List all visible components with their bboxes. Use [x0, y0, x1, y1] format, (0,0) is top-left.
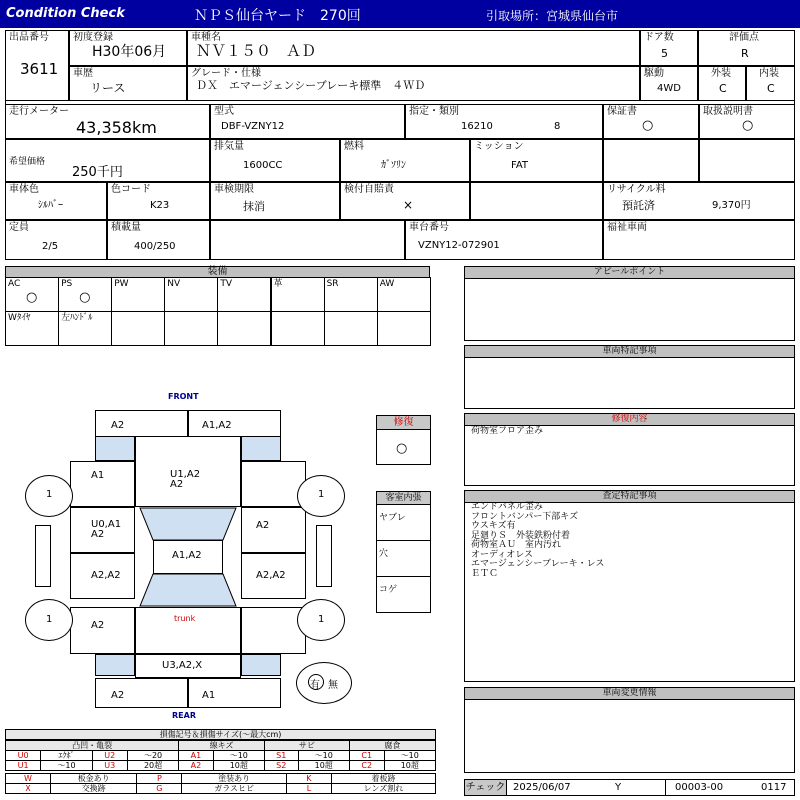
checker: Y [615, 782, 622, 793]
legend-code: S1 [264, 751, 298, 761]
chassis-label: 車台番号 [409, 222, 449, 233]
toll-label: 検付自賠責 [344, 184, 394, 195]
warranty-cell [603, 104, 699, 139]
cabin-row-3 [377, 577, 430, 612]
right-front-fender[interactable] [241, 461, 306, 507]
mark-left-quarter: A2 [91, 620, 105, 631]
legend-code: K [286, 774, 331, 784]
equip-mark: ○ [79, 290, 91, 305]
legend-desc: 板金あり [51, 774, 137, 784]
legend-row-4 [6, 784, 436, 794]
equip-label: NV [167, 279, 181, 289]
equip-cell [58, 311, 112, 346]
check-date: 2025/06/07 [513, 782, 571, 793]
displacement-cell [210, 139, 340, 182]
repair-mark: ○ [396, 441, 408, 456]
cabin-row-1-label: ヤブレ [379, 513, 406, 523]
mission-label: ミッション [474, 141, 524, 152]
legend-row-1 [6, 751, 436, 761]
manual-mark: ○ [742, 118, 754, 133]
history-value: リース [90, 81, 126, 95]
rear-glass [140, 574, 236, 606]
mark-wheel-fr: 1 [318, 489, 325, 500]
appeal-panel [464, 266, 795, 341]
mark-left-rear-door: A2,A2 [91, 570, 121, 581]
price-value: 250千円 [72, 165, 123, 180]
note-line: オーディオレス [471, 549, 534, 560]
equip-label: PS [61, 279, 73, 289]
mark-rear-bumper-right: A1 [202, 690, 216, 701]
right-taillight [241, 654, 281, 676]
toll-value: × [403, 198, 414, 212]
equip-label: SR [326, 279, 339, 289]
cabin-row-1 [377, 505, 430, 541]
legend-code: C1 [349, 751, 384, 761]
legend-row-2 [6, 761, 436, 771]
toll-blank [470, 182, 603, 220]
mission-value: FAT [511, 160, 529, 171]
equip-cell [164, 277, 218, 312]
equip-label: 左ﾊﾝﾄﾞﾙ [61, 313, 93, 323]
fuel-value: ｶﾞｿﾘﾝ [381, 160, 406, 171]
cabin-row-2-label: 穴 [379, 549, 389, 559]
first-reg-cell [69, 30, 187, 66]
capacity-label: 定員 [9, 222, 29, 233]
footer-number: 0117 [761, 782, 787, 793]
legend-code: L [286, 784, 331, 794]
lot-label: 出品番号 [9, 32, 49, 43]
lot-cell [5, 30, 69, 101]
history-label: 車歴 [73, 68, 93, 79]
legend-code: W [6, 774, 51, 784]
special-panel [464, 345, 795, 409]
mark-right-rear-door: A2,A2 [256, 570, 286, 581]
legend-code: U0 [6, 751, 41, 761]
equip-cell [271, 277, 325, 312]
legend-desc: ガラスヒビ [182, 784, 287, 794]
grade-cell [187, 66, 640, 101]
legend-desc: ～10 [384, 751, 435, 761]
color-value: ｼﾙﾊﾞｰ [38, 200, 63, 211]
note-line: エマージェンシーブレーキ・レス [471, 559, 605, 569]
note-line: 荷物室ＡＵ 室内汚れ [471, 540, 562, 550]
displacement-value: 1600CC [243, 160, 283, 171]
lot-number: 3611 [20, 60, 59, 78]
mark-rear-bumper-left: A2 [111, 690, 125, 701]
equip-cell [164, 311, 218, 346]
legend-desc: 10超 [213, 761, 264, 771]
header-yard: ＮＰＳ仙台ヤード 270回 [194, 8, 361, 24]
legend-desc: ｴｸﾎﾞ [41, 751, 92, 761]
mark-left-front-fender: A1 [91, 470, 105, 481]
footer-code: 00003-00 [675, 782, 724, 793]
mark-rear-gate: U3,A2,X [162, 660, 203, 671]
interior-cell [746, 66, 795, 101]
appeal-title: アピールポイント [465, 267, 794, 279]
rear-bumper-left[interactable] [95, 678, 188, 708]
grade-value: ＤＸ エマージェンシーブレーキ標準 ４ＷＤ [196, 79, 426, 92]
welfare-label: 福祉車両 [607, 222, 647, 233]
legend-group: 凸凹・亀裂 [6, 741, 179, 751]
recycle-amount: 9,370円 [712, 200, 751, 211]
model-value: ＮＶ１５０ ＡＤ [196, 42, 317, 60]
designation-cell [405, 104, 603, 139]
equip-cell [111, 277, 165, 312]
equip-cell [58, 277, 112, 312]
equip-mark: ○ [26, 290, 38, 305]
note-line: エンドパネル歪み [471, 502, 543, 512]
right-headlight [241, 436, 281, 461]
color-code-cell [107, 182, 210, 220]
note-line: フロントバンパー下部キズ [471, 511, 579, 522]
equip-cell [5, 311, 59, 346]
equipment-title: 装備 [207, 266, 228, 277]
equip-cell [111, 311, 165, 346]
legend-code: S2 [264, 761, 298, 771]
note-line: 足廻りＳ 外装鉄粉付着 [471, 530, 571, 541]
capacity-cell [5, 220, 107, 260]
equip-cell [217, 277, 271, 312]
recycle-cell [603, 182, 795, 220]
spare-tire[interactable] [296, 662, 352, 704]
equip-label: 革 [273, 279, 283, 289]
exterior-label: 外装 [711, 68, 731, 79]
doors-value: 5 [661, 47, 668, 60]
legend-desc: 交換跡 [51, 784, 137, 794]
odometer-label: 走行メーター [9, 106, 69, 117]
fuel-cell [340, 139, 470, 182]
special-title: 車両特記事項 [465, 346, 794, 358]
equip-label: Wﾀｲﾔ [8, 313, 31, 323]
legend-group: 線キズ [179, 741, 265, 751]
equip-label: AW [379, 279, 395, 289]
type-label: 型式 [214, 106, 234, 117]
blank-cell-1 [603, 139, 699, 182]
load-value: 400/250 [134, 241, 176, 252]
load-cell [107, 220, 210, 260]
odometer-cell [5, 104, 210, 139]
front-label: FRONT [168, 392, 199, 401]
doors-label: ドア数 [644, 32, 674, 43]
right-mirror[interactable] [316, 525, 332, 587]
score-cell [698, 30, 795, 66]
history-cell [69, 66, 187, 101]
color-cell [5, 182, 107, 220]
header-bar [0, 0, 800, 28]
left-taillight [95, 654, 135, 676]
color-code-value: K23 [150, 200, 170, 211]
equip-cell [5, 277, 59, 312]
inspection-notes-title: 査定特記事項 [465, 491, 794, 503]
legend-desc: 20超 [127, 761, 178, 771]
cabin-box [376, 491, 431, 613]
mark-roof: A1,A2 [172, 550, 202, 561]
model-label: 車種名 [191, 32, 221, 43]
check-label: チェック [465, 782, 506, 793]
designation-label: 指定・類別 [409, 106, 459, 117]
changes-panel [464, 687, 795, 773]
inspection-cell [210, 182, 340, 220]
inspection-label: 車検期限 [214, 184, 254, 195]
chassis-blank [210, 220, 405, 260]
manual-label: 取扱説明書 [703, 106, 753, 117]
note-line: ＥＴＣ [471, 568, 499, 579]
equip-cell [324, 277, 378, 312]
drive-cell [640, 66, 698, 101]
blank-cell-2 [699, 139, 795, 182]
repair-detail-title: 修復内容 [465, 414, 794, 426]
header-title: Condition Check [6, 6, 125, 21]
footer-divider [665, 780, 666, 795]
legend-desc: ～10 [213, 751, 264, 761]
mark-front-bumper-right: A1,A2 [202, 420, 232, 431]
legend-code: U1 [6, 761, 41, 771]
left-headlight [95, 436, 135, 461]
color-label: 車体色 [9, 184, 39, 195]
fuel-label: 燃料 [344, 141, 364, 152]
legend-code: U2 [92, 751, 127, 761]
changes-title: 車両変更情報 [465, 688, 794, 700]
doors-cell [640, 30, 698, 66]
category-value: 8 [554, 121, 561, 132]
first-reg-value: H30年06月 [92, 44, 167, 60]
left-mirror[interactable] [35, 525, 51, 587]
exterior-value: C [719, 82, 727, 95]
cabin-title: 客室内張 [377, 492, 430, 505]
cabin-row-3-label: コゲ [379, 585, 398, 595]
legend-row-3 [6, 774, 436, 784]
legend-table [5, 740, 436, 771]
mark-right-front-door: A2 [256, 520, 270, 531]
legend-code: A2 [179, 761, 213, 771]
exterior-cell [698, 66, 746, 101]
legend-code: X [6, 784, 51, 794]
legend-desc: レンズ割れ [331, 784, 435, 794]
windshield [140, 508, 236, 540]
inspection-value: 抹消 [243, 200, 265, 213]
legend-desc: 10超 [298, 761, 349, 771]
chassis-cell [405, 220, 603, 260]
legend-code: A1 [179, 751, 213, 761]
interior-label: 内装 [759, 68, 779, 79]
legend-desc: 10超 [384, 761, 435, 771]
chassis-value: VZNY12-072901 [418, 240, 500, 251]
mark-front-bumper-left: A2 [111, 420, 125, 431]
type-value: DBF-VZNY12 [221, 121, 285, 132]
displacement-label: 排気量 [214, 141, 244, 152]
repair-title: 修復 [377, 416, 430, 430]
header-pickup: 引取場所：宮城県仙台市 [486, 9, 619, 23]
type-cell [210, 104, 405, 139]
legend-code: P [137, 774, 182, 784]
equip-cell [271, 311, 325, 346]
legend-code: U3 [92, 761, 127, 771]
toll-cell [340, 182, 470, 220]
legend-group: 腐食 [349, 741, 435, 751]
legend-code: C2 [349, 761, 384, 771]
legend-desc: 着板跡 [331, 774, 435, 784]
legend-table-2 [5, 773, 436, 794]
spare-none: 無 [328, 680, 338, 691]
repair-detail-text: 荷物室フロア歪み [471, 426, 544, 436]
legend-groups-row [6, 741, 436, 751]
legend-group: サビ [264, 741, 349, 751]
score-value: R [741, 47, 749, 60]
inspection-notes-panel [464, 490, 795, 682]
mark-wheel-rr: 1 [318, 614, 325, 625]
legend-desc: ～20 [127, 751, 178, 761]
equipment-grid [5, 277, 430, 347]
rear-label: REAR [172, 711, 196, 720]
recycle-label: リサイクル料 [607, 184, 666, 195]
note-line: ウスキズ有 [471, 521, 516, 531]
spare-yes: 有 [310, 680, 320, 691]
equip-cell [217, 311, 271, 346]
price-cell [5, 139, 210, 182]
equip-cell [324, 311, 378, 346]
first-reg-label: 初度登録 [73, 32, 113, 43]
load-label: 積載量 [111, 222, 141, 233]
repair-detail-panel [464, 413, 795, 486]
legend-desc: ～10 [298, 751, 349, 761]
legend-code: G [137, 784, 182, 794]
model-cell [187, 30, 640, 66]
right-front-door[interactable] [241, 507, 306, 553]
equip-label: PW [114, 279, 129, 289]
mission-cell [470, 139, 603, 182]
legend-desc: 塗装あり [182, 774, 287, 784]
right-quarter[interactable] [241, 607, 306, 654]
mark-wheel-rl: 1 [46, 614, 53, 625]
equip-label: TV [220, 279, 233, 289]
mark-left-front-door: U0,A1 A2 [91, 519, 122, 540]
trunk-label: trunk [174, 614, 196, 623]
score-label: 評価点 [729, 32, 759, 43]
drive-value: 4WD [657, 83, 681, 94]
capacity-value: 2/5 [42, 241, 59, 252]
inspection-notes-list [465, 503, 794, 579]
interior-value: C [767, 82, 775, 95]
designation-value: 16210 [461, 121, 493, 132]
repair-box [376, 415, 431, 465]
equip-cell [377, 277, 431, 312]
legend-desc: ～10 [41, 761, 92, 771]
equip-cell [377, 311, 431, 346]
drive-label: 駆動 [644, 68, 664, 79]
equip-label: AC [8, 279, 21, 289]
grade-label: グレード・仕様 [191, 68, 261, 79]
warranty-mark: ○ [642, 118, 654, 133]
mark-hood: U1,A2 A2 [170, 469, 201, 490]
warranty-label: 保証書 [607, 106, 637, 117]
price-label: 希望価格 [9, 157, 46, 167]
odometer-value: 43,358km [76, 118, 157, 137]
manual-cell [699, 104, 795, 139]
recycle-status: 預託済 [622, 199, 655, 212]
front-bumper-left[interactable] [95, 410, 188, 437]
mark-wheel-fl: 1 [46, 489, 53, 500]
legend-title: 損傷記号＆損傷サイズ(～最大cm) [5, 729, 436, 740]
footer-check [464, 779, 795, 796]
color-code-label: 色コード [111, 184, 151, 195]
cabin-row-2 [377, 541, 430, 577]
left-front-fender[interactable] [70, 461, 135, 507]
welfare-cell [603, 220, 795, 260]
